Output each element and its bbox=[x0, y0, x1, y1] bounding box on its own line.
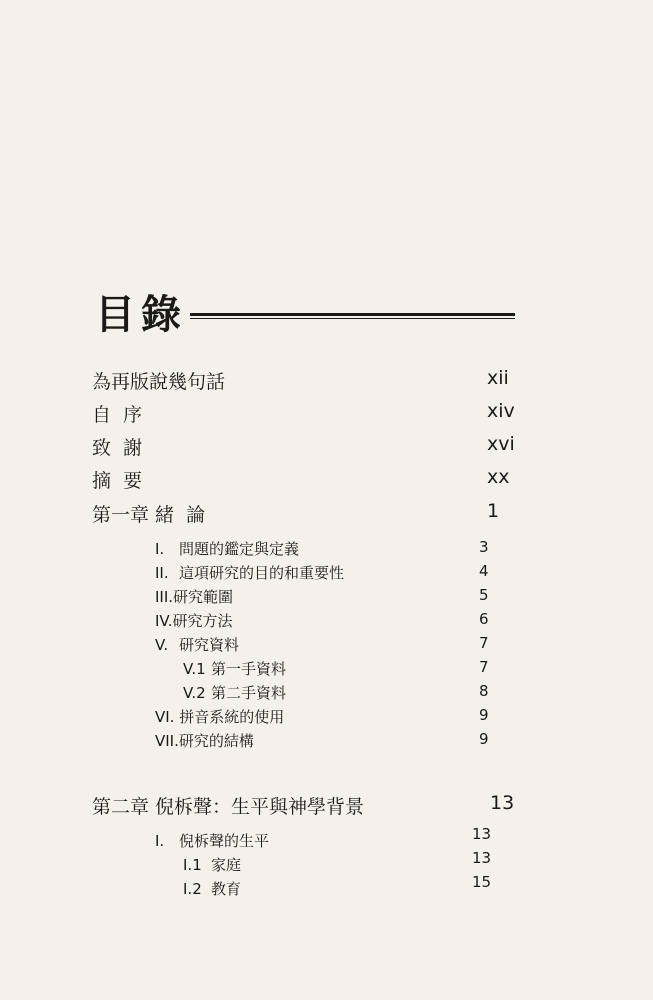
section-entry bbox=[155, 538, 299, 559]
toc-title: 目錄 bbox=[95, 292, 187, 338]
section-label: 問題的鑑定與定義 bbox=[179, 540, 300, 558]
toc-entry-label: 為再版說幾句話 bbox=[92, 371, 226, 393]
subsection-label: 教育 bbox=[211, 880, 242, 898]
subsection-number: I.1 bbox=[183, 856, 202, 874]
section-page: 7 bbox=[479, 634, 489, 652]
chapter-2-label: 第二章 倪柝聲：生平與神學背景 bbox=[92, 796, 365, 818]
section-number: III. bbox=[155, 588, 174, 606]
subsection-number: I.2 bbox=[183, 880, 202, 898]
section-label: 研究的結構 bbox=[178, 732, 254, 750]
section-page: 6 bbox=[479, 610, 489, 628]
section-entry bbox=[155, 562, 344, 583]
subsection-page: 8 bbox=[479, 682, 489, 700]
section-page: 3 bbox=[479, 538, 489, 556]
section-page: 4 bbox=[479, 562, 489, 580]
section-number: I. bbox=[155, 540, 165, 558]
toc-entry-page: xiv bbox=[487, 400, 515, 422]
toc-entry-page: 1 bbox=[487, 500, 500, 522]
section-entry bbox=[155, 610, 233, 631]
section-label: 拼音系統的使用 bbox=[179, 708, 285, 726]
toc-entry-page: xii bbox=[487, 367, 509, 389]
subsection-label: 家庭 bbox=[211, 856, 242, 874]
section-page: 9 bbox=[479, 706, 489, 724]
section-label: 研究方法 bbox=[172, 612, 233, 630]
subsection-label: 第一手資料 bbox=[211, 660, 287, 678]
subsection-label: 第二手資料 bbox=[211, 684, 287, 702]
section-entry bbox=[155, 586, 233, 607]
subsection-entry bbox=[183, 854, 241, 875]
section-page: 13 bbox=[472, 825, 492, 843]
toc-entry-label: 第一章 緒 論 bbox=[92, 504, 206, 526]
section-page: 9 bbox=[479, 730, 489, 748]
subsection-number: V.1 bbox=[183, 660, 206, 678]
toc-entry-page: xx bbox=[487, 466, 510, 488]
toc-entry-label: 致 謝 bbox=[92, 437, 143, 459]
section-entry bbox=[155, 706, 284, 727]
toc-entry-label: 自 序 bbox=[92, 404, 143, 426]
section-number: IV. bbox=[155, 612, 173, 630]
section-page: 5 bbox=[479, 586, 489, 604]
title-double-rule bbox=[190, 313, 515, 321]
section-entry bbox=[155, 634, 239, 655]
section-number: VI. bbox=[155, 708, 175, 726]
section-entry bbox=[155, 830, 269, 851]
section-label: 倪柝聲的生平 bbox=[179, 832, 270, 850]
subsection-page: 15 bbox=[472, 873, 492, 891]
title-rule-thin bbox=[190, 318, 515, 319]
subsection-entry bbox=[183, 878, 241, 899]
subsection-entry bbox=[183, 682, 286, 703]
section-number: I. bbox=[155, 832, 165, 850]
subsection-page: 13 bbox=[472, 849, 492, 867]
toc-entry-page: xvi bbox=[487, 433, 515, 455]
section-number: II. bbox=[155, 564, 169, 582]
section-number: VII. bbox=[155, 732, 179, 750]
section-label: 這項研究的目的和重要性 bbox=[179, 564, 345, 582]
subsection-page: 7 bbox=[479, 658, 489, 676]
title-rule-thick bbox=[190, 313, 515, 316]
subsection-entry bbox=[183, 658, 286, 679]
subsection-number: V.2 bbox=[183, 684, 206, 702]
section-entry bbox=[155, 730, 254, 751]
section-label: 研究資料 bbox=[179, 636, 240, 654]
chapter-2-page: 13 bbox=[490, 792, 515, 814]
section-label: 研究範圍 bbox=[173, 588, 234, 606]
toc-entry-label: 摘 要 bbox=[92, 470, 143, 492]
section-number: V. bbox=[155, 636, 169, 654]
